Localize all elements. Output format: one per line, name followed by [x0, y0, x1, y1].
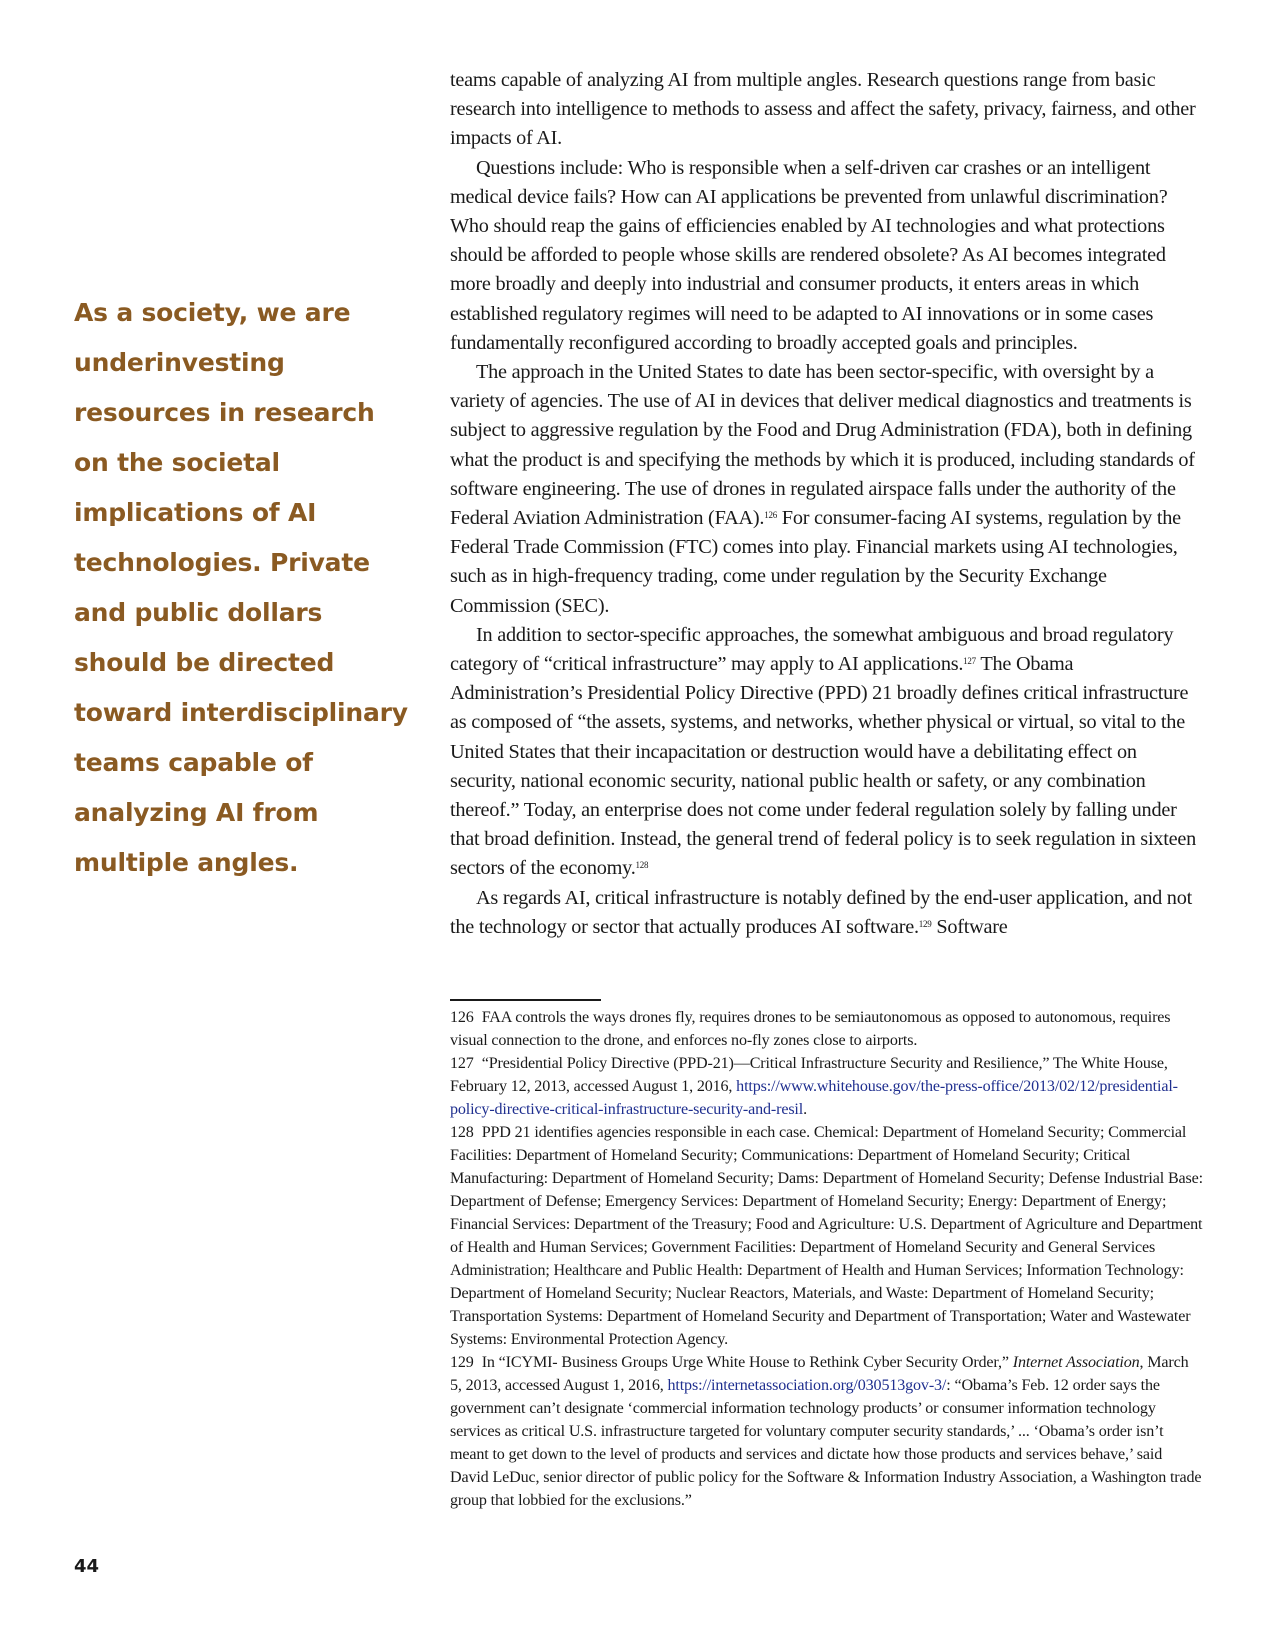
footnote-text: FAA controls the ways drones fly, requires drones to be semiautonomous as opposed to autonomous, requires visual connection to the drone, and enforces no-fly zones close to airports.	[450, 1009, 1171, 1049]
paragraph-5-text-b: Software	[931, 915, 1008, 938]
publication-name: Internet Association	[1012, 1354, 1140, 1371]
paragraph-4-text-a: In addition to sector-specific approaches, the somewhat ambiguous and broad regulatory category of “critical infrastructure” may apply to AI applications.	[450, 623, 1174, 676]
internetassociation-link[interactable]: https://internetassociation.org/030513gov-3/	[667, 1377, 947, 1394]
footnote-number: 129	[450, 1354, 474, 1371]
footnote-ref-126[interactable]: 126	[764, 510, 777, 521]
footnote-number: 126	[450, 1009, 474, 1026]
paragraph-4-text-b: The Obama Administration’s Presidential Policy Directive (PPD) 21 broadly defines critical infrastructure as composed of “the assets, systems, and networks, whether physical or virtual, so vital to the United States that their incapacitation or destruction would have a debilitating effect on security, national economic security, national public health or safety, or any combination thereof.” Today, an enterprise does not come under federal regulation solely by falling under that broad definition. Instead, the general trend of federal policy is to seek regulation in sixteen sectors of the economy.	[450, 653, 1196, 880]
footnote-number: 127	[450, 1055, 474, 1072]
paragraph-5	[450, 884, 1202, 942]
paragraph-3-text-a: The approach in the United States to date has been sector-specific, with oversight by a variety of agencies. The use of AI in devices that deliver medical diagnostics and treatments is subject to aggressive regulation by the Food and Drug Administration (FDA), both in defining what the product is and specifying the methods by which it is produced, including standards of software engineering. The use of drones in regulated airspace falls under the authority of the Federal Aviation Administration (FAA).	[450, 361, 1195, 530]
pull-quote: As a society, we are underinvesting resources in research on the societal implications of AI technologies. Private and public dollars should be directed toward interdisciplinary teams capable of analyzing AI from multiple angles.	[74, 298, 408, 877]
footnote-text-end: : “Obama’s Feb. 12 order says the government can’t designate ‘commercial information technology products’ or consumer information technology services as critical U.S. infrastructure targeted for voluntary computer security standards,’ ... ‘Obama’s order isn’t meant to get down to the level of products and services and dictate how those products and services behave,’ said David LeDuc, senior director of public policy for the Software & Information Industry Association, a Washington trade group that lobbied for the exclusions.”	[450, 1377, 1202, 1509]
footnote-ref-129[interactable]: 129	[918, 918, 932, 929]
page-number: 44	[74, 1556, 100, 1577]
footnote-127	[450, 1052, 1204, 1121]
footnote-ref-128[interactable]: 128	[635, 860, 649, 871]
footnotes	[450, 1006, 1204, 1512]
body-text	[450, 66, 1202, 942]
paragraph-4	[450, 621, 1202, 884]
footnote-text-mid: , March 5, 2013, accessed August 1, 2016,	[450, 1354, 1189, 1394]
footnote-text: PPD 21 identifies agencies responsible in each case. Chemical: Department of Homeland Security; Commercial Facilities: Department of Homeland Security; Communications: Department of Homeland Security; Critical Manufacturing: Department of Homeland Security; Dams: Department of Homeland Security; Defense Industrial Base: Department of Defense; Emergency Services: Department of Homeland Security; Energy: Department of Energy; Financial Services: Department of the Treasury; Food and Agriculture: U.S. Department of Agriculture and Department of Health and Human Services; Government Facilities: Department of Homeland Security and General Services Administration; Healthcare and Public Health: Department of Health and Human Services; Information Technology: Department of Homeland Security; Nuclear Reactors, Materials, and Waste: Department of Homeland Security; Transportation Systems: Department of Homeland Security and Department of Transportation; Water and Wastewater Systems: Environmental Protection Agency.	[450, 1124, 1203, 1348]
paragraph-3	[450, 358, 1202, 621]
footnote-divider	[450, 999, 601, 1001]
footnote-text-end: .	[803, 1101, 807, 1118]
paragraph-2: Questions include: Who is responsible when a self-driven car crashes or an intelligent medical device fails? How can AI applications be prevented from unlawful discrimination? Who should reap the gains of efficiencies enabled by AI technologies and what protections should be afforded to people whose skills are rendered obsolete? As AI becomes integrated more broadly and deeply into industrial and consumer products, it enters areas in which established regulatory regimes will need to be adapted to AI innovations or in some cases fundamentally reconfigured according to broadly accepted goals and principles.	[450, 156, 1168, 354]
footnote-126	[450, 1006, 1204, 1052]
whitehouse-link[interactable]: https://www.whitehouse.gov/the-press-office/2013/02/12/presidential-policy-directive-critical-infrastructure-security-and-resil	[450, 1078, 1178, 1118]
paragraph-5-text-a: As regards AI, critical infrastructure is notably defined by the end-user application, and not the technology or sector that actually produces AI software.	[450, 886, 1192, 938]
paragraph-3-text-b: For consumer-facing AI systems, regulation by the Federal Trade Commission (FTC) comes into play. Financial markets using AI technologies, such as in high-frequency trading, come under regulation by the Security Exchange Commission (SEC).	[450, 507, 1181, 617]
footnote-text: “Presidential Policy Directive (PPD-21)—Critical Infrastructure Security and Resilience,” The White House, February 12, 2013, accessed August 1, 2016,	[450, 1055, 1168, 1095]
paragraph-1: teams capable of analyzing AI from multiple angles. Research questions range from basic research into intelligence to methods to assess and affect the safety, privacy, fairness, and other impacts of AI.	[450, 69, 1196, 150]
footnote-ref-127[interactable]: 127	[963, 656, 976, 667]
footnote-number: 128	[450, 1124, 474, 1141]
footnote-128	[450, 1121, 1204, 1351]
footnote-129	[450, 1351, 1204, 1512]
footnote-text: In “ICYMI- Business Groups Urge White House to Rethink Cyber Security Order,”	[481, 1354, 1013, 1371]
